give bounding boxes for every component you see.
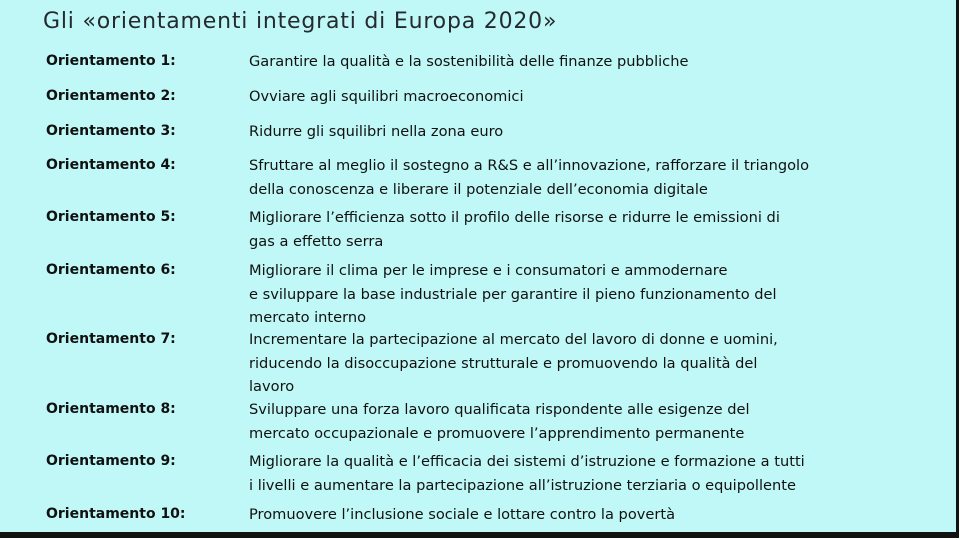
- guideline-label: Orientamento 4:: [46, 157, 176, 173]
- guideline-text: [249, 206, 939, 253]
- guideline-text: [249, 259, 939, 330]
- guideline-text-line: Garantire la qualità e la sostenibilità delle finanze pubbliche: [249, 53, 689, 70]
- guideline-text-line: Ovviare agli squilibri macroeconomici: [249, 88, 524, 105]
- guideline-text: [249, 120, 939, 144]
- guideline-text-line: Sfruttare al meglio il sostegno a R&S e all’innovazione, rafforzare il triangolo: [249, 157, 810, 174]
- guideline-text: [249, 154, 939, 201]
- guideline-label: Orientamento 6:: [46, 262, 176, 278]
- guideline-text-line: Incrementare la partecipazione al mercato del lavoro di donne e uomini,: [249, 331, 778, 348]
- guideline-text-line: riducendo la disoccupazione strutturale e promuovendo la qualità del: [249, 354, 758, 372]
- guideline-text-line: lavoro: [249, 378, 295, 395]
- guideline-text: [249, 85, 939, 109]
- guideline-text: [249, 450, 939, 497]
- guideline-text: [249, 398, 939, 445]
- guideline-text-line: Ridurre gli squilibri nella zona euro: [249, 123, 504, 140]
- guideline-text-line: Promuovere l’inclusione sociale e lottare contro la povertà: [249, 506, 676, 523]
- guideline-text-line: Migliorare la qualità e l’efficacia dei sistemi d’istruzione e formazione a tutti: [249, 453, 805, 470]
- guideline-label: Orientamento 3:: [46, 123, 176, 139]
- guideline-text-line: e sviluppare la base industriale per garantire il pieno funzionamento del: [249, 285, 777, 303]
- guideline-text: [249, 50, 939, 74]
- guideline-label: Orientamento 10:: [46, 506, 186, 522]
- guideline-text-line: mercato interno: [249, 309, 367, 326]
- guideline-text-line: Migliorare l’efficienza sotto il profilo delle risorse e ridurre le emissioni di: [249, 209, 780, 226]
- guideline-label: Orientamento 5:: [46, 209, 176, 225]
- guideline-label: Orientamento 1:: [46, 53, 176, 69]
- guideline-label: Orientamento 9:: [46, 453, 176, 469]
- guideline-text: [249, 503, 939, 527]
- guideline-text-line: Migliorare il clima per le imprese e i consumatori e ammodernare: [249, 262, 728, 279]
- guideline-label: Orientamento 2:: [46, 88, 176, 104]
- page-title: Gli «orientamenti integrati di Europa 2020»: [43, 9, 558, 34]
- guideline-text-line: mercato occupazionale e promuovere l’apprendimento permanente: [249, 424, 745, 442]
- guideline-label: Orientamento 7:: [46, 331, 176, 347]
- guideline-text-line: Sviluppare una forza lavoro qualificata rispondente alle esigenze del: [249, 401, 750, 418]
- guideline-text: [249, 328, 939, 399]
- guideline-text-line: i livelli e aumentare la partecipazione all’istruzione terziaria o equipollente: [249, 476, 796, 494]
- guideline-label: Orientamento 8:: [46, 401, 176, 417]
- guideline-text-line: gas a effetto serra: [249, 232, 384, 250]
- guideline-text-line: della conoscenza e liberare il potenziale dell’economia digitale: [249, 180, 708, 198]
